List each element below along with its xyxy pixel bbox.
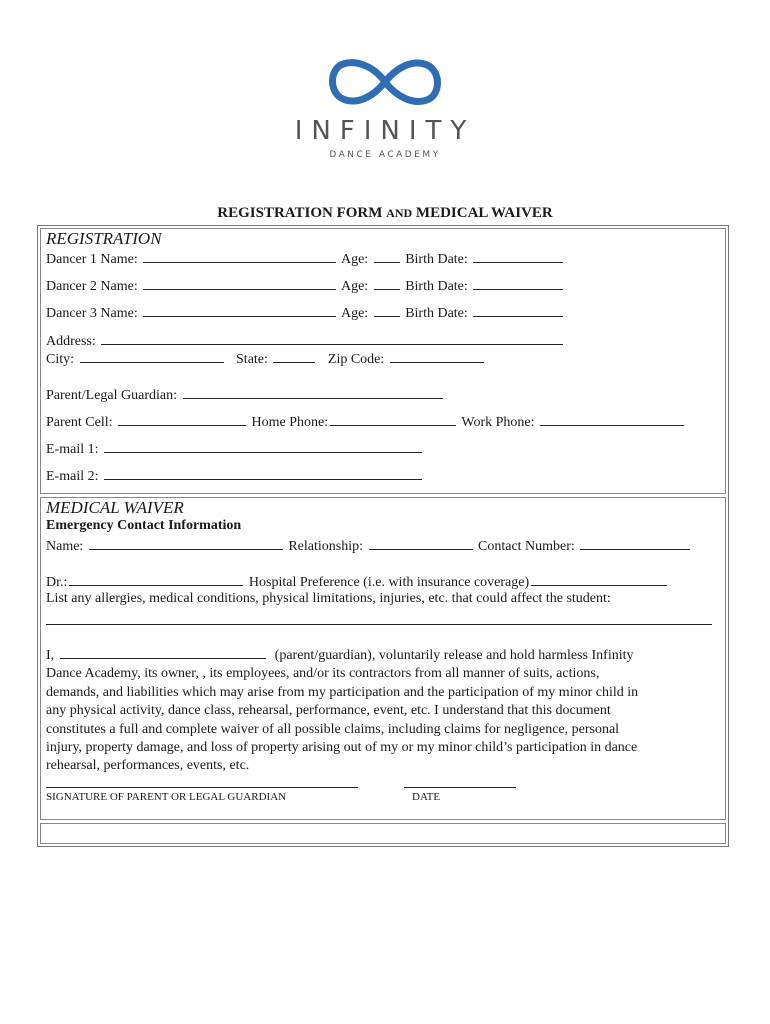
phone-row [46,413,686,431]
dancer-2-age-field[interactable] [374,277,400,290]
guardian-name-field[interactable] [60,646,266,659]
infinity-logo-icon [325,55,445,110]
email-1-label: E-mail 1: [46,442,99,457]
city-row [46,350,486,368]
emergency-name-label: Name: [46,539,84,554]
logo [0,55,770,160]
dancer-3-birth-label: Birth Date: [405,306,468,321]
signature-field[interactable] [46,787,358,788]
signature-label: SIGNATURE OF PARENT OR LEGAL GUARDIAN [46,791,287,803]
relationship-field[interactable] [369,537,473,550]
cell-label: Parent Cell: [46,415,113,430]
dancer-2-row [46,277,565,295]
dancer-1-name-field[interactable] [143,250,336,263]
brand-name: INFINITY [294,116,476,146]
dancer-1-birth-field[interactable] [473,250,563,263]
state-field[interactable] [273,350,315,363]
waiver-line-2: Dance Academy, its owner, , its employees, and/or its contractors from all manner of suits, actions, [46,666,600,682]
email-1-field[interactable] [104,440,422,453]
waiver-line-5: constitutes a full and complete waiver of all possible claims, including claims for negligence, personal [46,721,620,737]
work-field[interactable] [540,413,684,426]
address-field[interactable] [101,332,563,345]
dancer-1-row [46,250,565,268]
home-label: Home Phone: [251,415,329,430]
dancer-1-birth-label: Birth Date: [405,252,468,267]
home-field[interactable] [330,413,456,426]
empty-footer-section [40,823,726,844]
form-title [0,205,770,222]
relationship-label: Relationship: [288,539,363,554]
dancer-1-age-field[interactable] [374,250,400,263]
brand-subtitle: DANCE ACADEMY [329,150,441,160]
dancer-3-name-label: Dancer 3 Name: [46,306,138,321]
allergies-label: List any allergies, medical conditions, physical limitations, injuries, etc. that could affect the student: [46,591,611,606]
waiver-line-6: injury, property damage, and loss of property arising out of my or my minor child’s participation in dance [46,740,638,756]
waiver-line-1-text: (parent/guardian), voluntarily release and hold harmless Infinity [274,648,634,663]
dancer-3-age-field[interactable] [374,304,400,317]
email-2-label: E-mail 2: [46,469,99,484]
dancer-3-name-field[interactable] [143,304,336,317]
city-field[interactable] [80,350,224,363]
title-main: REGISTRATION FORM [217,205,383,221]
dancer-2-age-label: Age: [340,279,369,294]
dancer-3-birth-field[interactable] [473,304,563,317]
contact-number-label: Contact Number: [478,539,575,554]
doctor-row [46,573,669,591]
hospital-label: Hospital Preference (i.e. with insurance coverage) [248,575,530,590]
dancer-2-birth-field[interactable] [473,277,563,290]
title-rest: MEDICAL WAIVER [415,205,553,221]
guardian-field[interactable] [183,386,443,399]
zip-field[interactable] [390,350,484,363]
emergency-contact-row [46,537,692,555]
waiver-line-1 [46,646,726,665]
dancer-2-name-label: Dancer 2 Name: [46,279,138,294]
dancer-1-age-label: Age: [340,252,369,267]
doctor-label: Dr.: [46,575,68,590]
dancer-2-name-field[interactable] [143,277,336,290]
cell-field[interactable] [118,413,246,426]
waiver-text [46,646,726,776]
city-label: City: [46,352,75,367]
date-field[interactable] [404,787,516,788]
registration-heading: REGISTRATION [46,229,162,248]
hospital-field[interactable] [531,573,667,586]
dancer-3-age-label: Age: [340,306,369,321]
emergency-name-field[interactable] [89,537,283,550]
zip-label: Zip Code: [327,352,385,367]
date-label: DATE [412,791,441,803]
waiver-line-4: any physical activity, dance class, rehearsal, performance, event, etc. I understand that this document [46,703,611,719]
email-2-field[interactable] [104,467,422,480]
guardian-label: Parent/Legal Guardian: [46,388,178,403]
allergies-field[interactable] [46,624,712,625]
waiver-line-7: rehearsal, performances, events, etc. [46,758,250,774]
email-1-row [46,440,424,458]
doctor-field[interactable] [69,573,243,586]
contact-number-field[interactable] [580,537,690,550]
guardian-row [46,386,445,404]
dancer-2-birth-label: Birth Date: [405,279,468,294]
emergency-heading: Emergency Contact Information [46,518,242,533]
waiver-prefix: I, [46,648,55,663]
state-label: State: [236,352,268,367]
address-label: Address: [46,334,96,349]
title-and: AND [386,206,413,220]
medical-waiver-heading: MEDICAL WAIVER [46,498,184,517]
email-2-row [46,467,424,485]
address-row [46,332,565,350]
dancer-1-name-label: Dancer 1 Name: [46,252,138,267]
dancer-3-row [46,304,565,322]
work-label: Work Phone: [461,415,535,430]
waiver-line-3: demands, and liabilities which may arise from my participation and the participation of my minor child in [46,684,639,700]
